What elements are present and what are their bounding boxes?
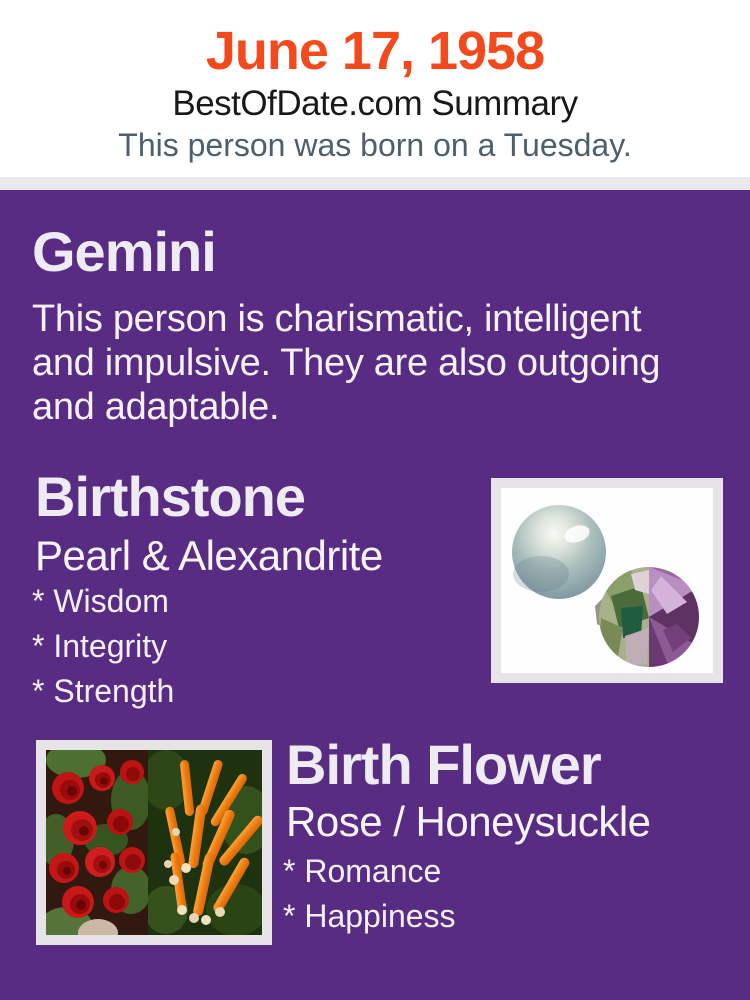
header <box>0 0 750 177</box>
birth-flower-photo-graphic <box>36 740 272 945</box>
birthstone-trait: * Strength <box>32 673 175 709</box>
birthstone-names: Pearl & Alexandrite <box>35 532 383 579</box>
birthstone-traits-list <box>32 585 174 720</box>
birthstone-image <box>491 478 723 683</box>
birthstone-heading: Birthstone <box>35 465 305 528</box>
birth-flower-names: Rose / Honeysuckle <box>286 798 651 845</box>
birth-flower-traits-list <box>283 855 456 945</box>
pearl-graphic <box>512 505 606 599</box>
site-summary-subtitle: BestOfDate.com Summary <box>172 84 578 123</box>
birthstone-trait: * Integrity <box>32 628 168 664</box>
birth-flower-heading: Birth Flower <box>286 733 601 796</box>
birth-flower-image <box>36 740 272 945</box>
zodiac-heading: Gemini <box>32 220 216 283</box>
weekday-note: This person was born on a Tuesday. <box>118 127 632 163</box>
header-divider <box>0 177 750 190</box>
roses-graphic <box>38 742 151 945</box>
birthstone-photo-graphic <box>491 478 723 683</box>
page-title: June 17, 1958 <box>205 21 545 81</box>
honeysuckle-graphic <box>142 750 272 936</box>
zodiac-description: This person is charismatic, intelligent and impulsive. They are also outgoing and adaptable. <box>32 298 661 428</box>
birth-flower-trait: * Happiness <box>283 898 456 934</box>
birth-flower-trait: * Romance <box>283 853 442 889</box>
birthstone-trait: * Wisdom <box>32 583 169 619</box>
